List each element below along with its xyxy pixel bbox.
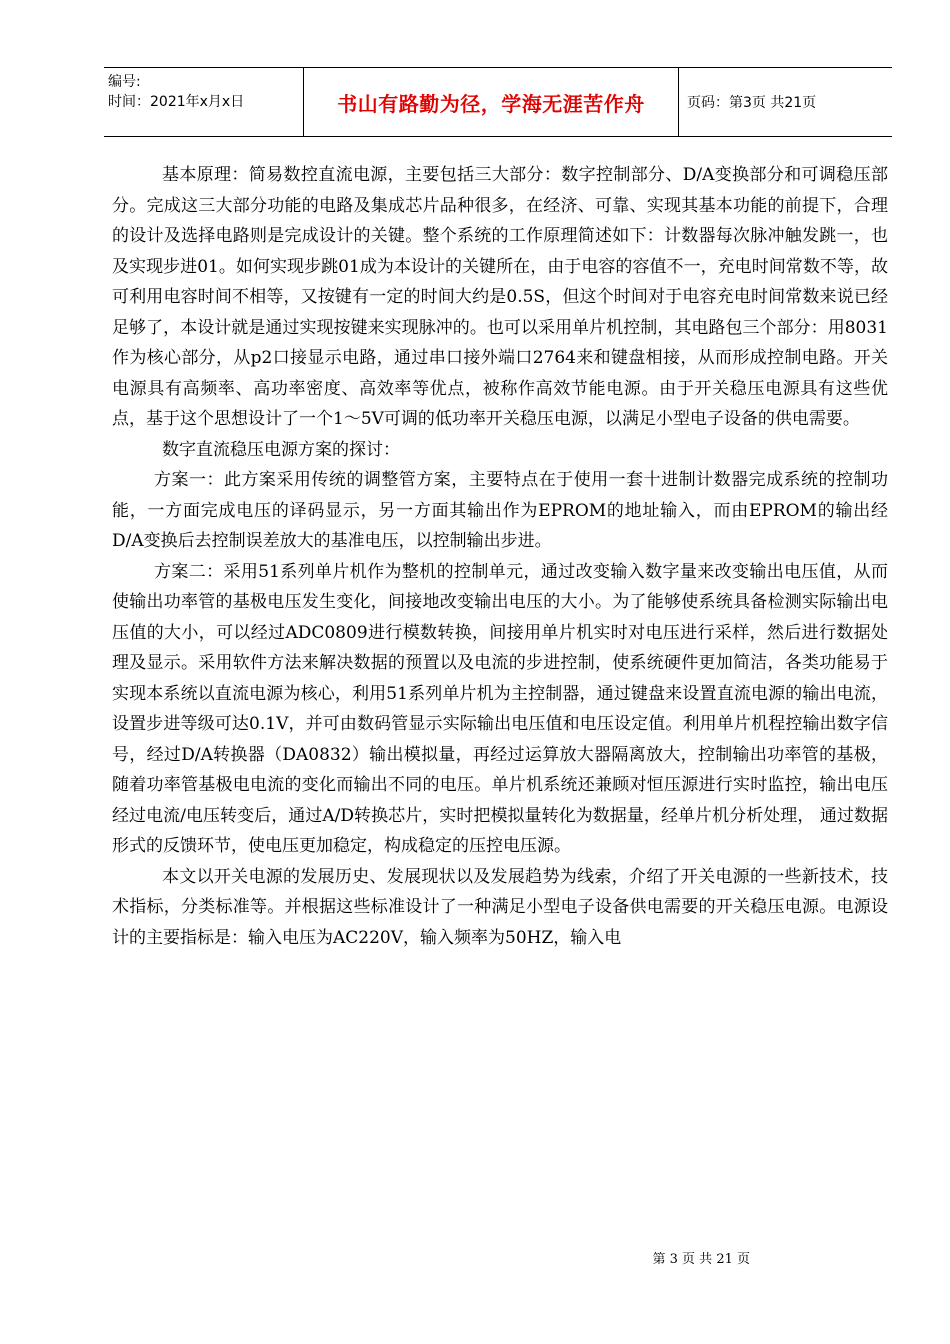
document-body bbox=[112, 160, 888, 953]
header-page-info: 页码：第3页 共21页 bbox=[687, 95, 817, 111]
page-footer bbox=[0, 1248, 950, 1267]
paragraph-basic-principle: 基本原理：简易数控直流电源，主要包括三大部分：数字控制部分、D/A变换部分和可调稳压部分。完成这三大部分功能的电路及集成芯片品种很多，在经济、可靠、实现其基本功能的前提下，合理的设计及选择电路则是完成设计的关键。整个系统的工作原理简述如下：计数器每次脉冲触发跳一，也及实现步进01。如何实现步跳01成为本设计的关键所在，由于电容的容值不一，充电时间常数不等，故可利用电容时间不相等，又按键有一定的时间大约是0.5S，但这个时间对于电容充电时间常数来说已经足够了，本设计就是通过实现按键来实现脉冲的。也可以采用单片机控制，其电路包三个部分：用8031作为核心部分，从p2口接显示电路，通过串口接外端口2764来和键盘相接，从而形成控制电路。开关电源具有高频率、高功率密度、高效率等优点，被称作高效节能电源。由于开关稳压电源具有这些优点，基于这个思想设计了一个1～5V可调的低功率开关稳压电源，以满足小型电子设备的供电需要。 bbox=[112, 165, 888, 429]
footer-page-number: 第 3 页 共 21 页 bbox=[652, 1252, 750, 1267]
paragraph-scheme-two: 方案二：采用51系列单片机作为整机的控制单元，通过改变输入数字量来改变输出电压值，从而使输出功率管的基极电压发生变化，间接地改变输出电压的大小。为了能够使系统具备检测实际输出电压值的大小，可以经过ADC0809进行模数转换，间接用单片机实时对电压进行采样，然后进行数据处理及显示。采用软件方法来解决数据的预置以及电流的步进控制，使系统硬件更加简洁，各类功能易于实现本系统以直流电源为核心，利用51系列单片机为主控制器，通过键盘来设置直流电源的输出电流，设置步进等级可达0.1V，并可由数码管显示实际输出电压值和电压设定值。利用单片机程控输出数字信号，经过D/A转换器（DA0832）输出模拟量，再经过运算放大器隔离放大，控制输出功率管的基极，随着功率管基极电电流的变化而输出不同的电压。单片机系统还兼顾对恒压源进行实时监控，输出电压经过电流/电压转变后，通过A/D转换芯片，实时把模拟量转化为数据量，经单片机分析处理， 通过数据形式的反馈环节，使电压更加稳定，构成稳定的压控电压源。 bbox=[112, 561, 888, 856]
document-number-label: 编号: bbox=[108, 74, 141, 90]
paragraph-scheme-heading: 数字直流稳压电源方案的探讨： bbox=[162, 439, 400, 460]
header-motto-cell bbox=[304, 68, 679, 136]
paragraph-scheme-one: 方案一：此方案采用传统的调整管方案，主要特点在于使用一套十进制计数器完成系统的控制功能，一方面完成电压的译码显示，另一方面其输出作为EPROM的地址输入，而由EPROM的输出经D/A变换后去控制误差放大的基准电压，以控制输出步进。 bbox=[112, 470, 888, 551]
paragraph-introduction: 本文以开关电源的发展历史、发展现状以及发展趋势为线索，介绍了开关电源的一些新技术，技术指标，分类标准等。并根据这些标准设计了一种满足小型电子设备供电需要的开关稳压电源。电源设计的主要指标是：输入电压为AC220V，输入频率为50HZ，输入电 bbox=[112, 866, 888, 948]
header-meta bbox=[104, 68, 304, 136]
header-motto: 书山有路勤为径，学海无涯苦作舟 bbox=[337, 91, 645, 116]
document-time: 时间：2021年x月x日 bbox=[108, 94, 245, 110]
header-page-info-cell bbox=[679, 68, 892, 136]
page-header bbox=[104, 67, 892, 137]
